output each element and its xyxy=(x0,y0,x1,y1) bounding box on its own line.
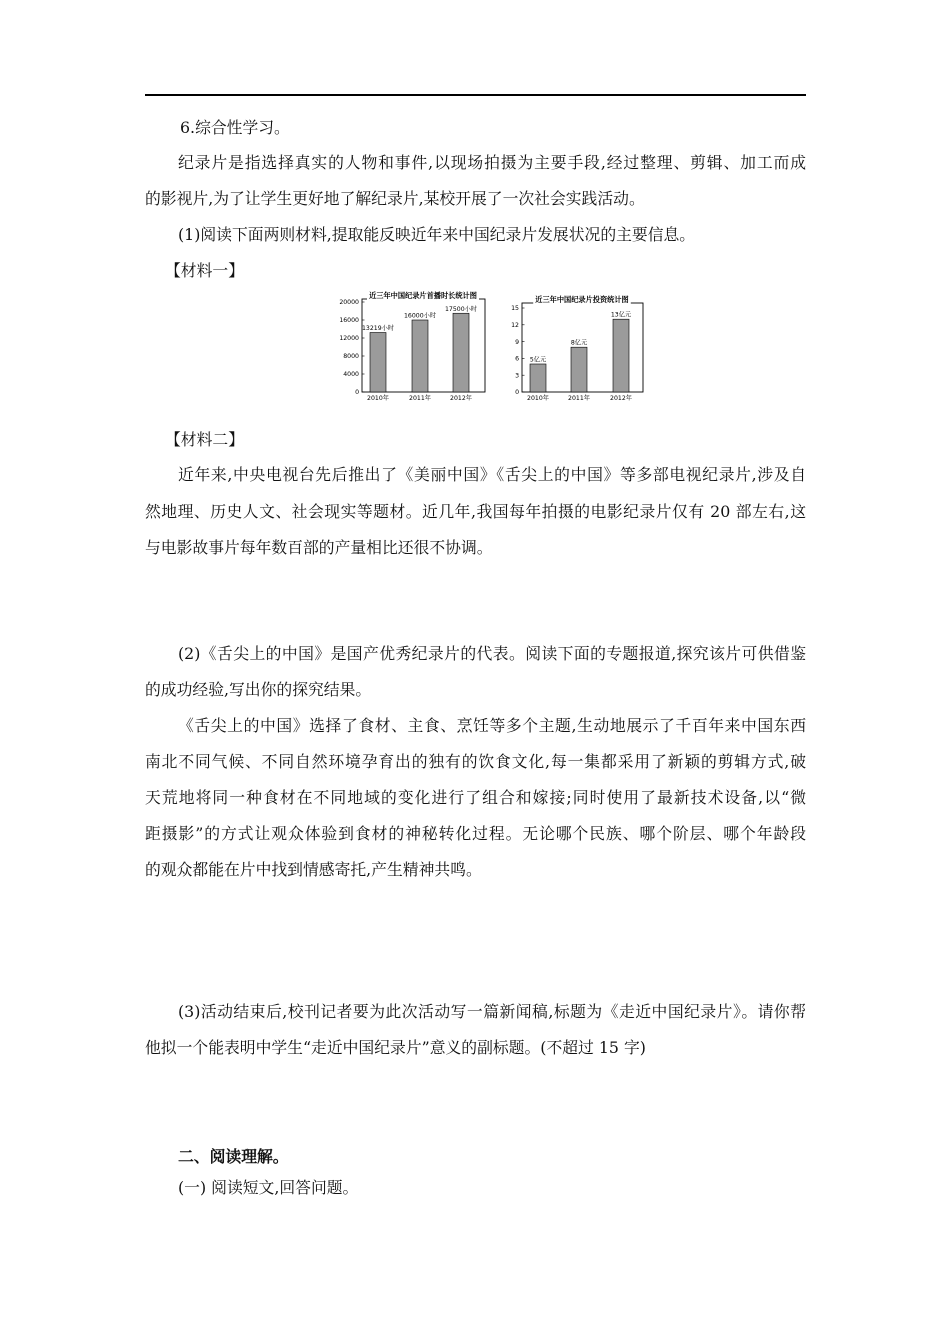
y-tick-label: 20000 xyxy=(339,299,359,307)
y-tick-label: 16000 xyxy=(339,317,359,325)
section-title: 二、阅读理解。 xyxy=(178,1147,289,1166)
sub-question-3-line: (3)活动结束后,校刊记者要为此次活动写一篇新闻稿,标题为《走近中国纪录片》。请你帮 xyxy=(178,1002,806,1021)
x-tick-label: 2010年 xyxy=(367,395,389,402)
report-line: 距摄影”的方式让观众体验到食材的神秘转化过程。无论哪个民族、哪个阶层、哪个年龄段 xyxy=(145,824,806,843)
y-tick-label: 6 xyxy=(515,355,519,363)
report-line: 南北不同气候、不同自然环境孕育出的独有的饮食文化,每一集都采用了新颖的剪辑方式,破 xyxy=(145,752,806,771)
bar-value-label: 13亿元 xyxy=(610,311,632,319)
x-tick-label: 2011年 xyxy=(409,395,431,402)
section-subtitle: (一) 阅读短文,回答问题。 xyxy=(178,1178,359,1197)
chart-investment xyxy=(500,286,650,404)
material-2-line: 近年来,中央电视台先后推出了《美丽中国》《舌尖上的中国》等多部电视纪录片,涉及自 xyxy=(178,465,806,484)
report-line: 天荒地将同一种食材在不同地域的变化进行了组合和嫁接;同时使用了最新技术设备,以“微 xyxy=(145,788,806,807)
bar xyxy=(412,320,428,392)
intro-line: 纪录片是指选择真实的人物和事件,以现场拍摄为主要手段,经过整理、剪辑、加工而成 xyxy=(178,153,806,172)
chart-title: 近三年中国纪录片投资统计图 xyxy=(535,295,629,304)
x-tick-label: 2011年 xyxy=(568,395,590,402)
bar-value-label: 5亿元 xyxy=(529,356,547,364)
sub-question-3-line: 他拟一个能表明中学生“走近中国纪录片”意义的副标题。(不超过 15 字) xyxy=(145,1038,646,1057)
bar xyxy=(370,333,386,392)
y-tick-label: 3 xyxy=(515,372,519,380)
bar-value-label: 17500小时 xyxy=(444,305,478,313)
bar xyxy=(530,364,546,392)
intro-line: 的影视片,为了让学生更好地了解纪录片,某校开展了一次社会实践活动。 xyxy=(145,189,645,208)
sub-question-2-line: (2)《舌尖上的中国》是国产优秀纪录片的代表。阅读下面的专题报道,探究该片可供借鉴 xyxy=(178,644,806,663)
x-tick-label: 2010年 xyxy=(527,395,549,402)
question-heading: 6.综合性学习。 xyxy=(180,118,290,137)
y-tick-label: 4000 xyxy=(343,371,359,379)
material-2-line: 然地理、历史人文、社会现实等题材。近几年,我国每年拍摄的电影纪录片仅有 20 部左右,这 xyxy=(145,502,806,521)
bar-value-label: 13219小时 xyxy=(361,325,395,333)
y-tick-label: 12000 xyxy=(339,335,359,343)
y-tick-label: 8000 xyxy=(343,353,359,361)
bar xyxy=(613,319,629,392)
y-tick-label: 0 xyxy=(515,389,519,397)
material-2-label: 【材料二】 xyxy=(165,430,244,449)
report-line: 的观众都能在片中找到情感寄托,产生精神共鸣。 xyxy=(145,860,482,879)
material-1-label: 【材料一】 xyxy=(165,261,244,280)
x-tick-label: 2012年 xyxy=(610,395,632,402)
bar-value-label: 8亿元 xyxy=(570,339,588,347)
chart-title: 近三年中国纪录片首播时长统计图 xyxy=(369,291,477,300)
bar xyxy=(453,313,469,392)
y-tick-label: 9 xyxy=(515,338,519,346)
bar xyxy=(571,347,587,392)
y-tick-label: 15 xyxy=(511,305,519,313)
y-tick-label: 12 xyxy=(511,322,519,329)
report-line: 《舌尖上的中国》选择了食材、主食、烹饪等多个主题,生动地展示了千百年来中国东西 xyxy=(178,716,806,735)
bar-value-label: 16000小时 xyxy=(403,312,437,320)
header-rule xyxy=(145,94,806,96)
sub-question-1: (1)阅读下面两则材料,提取能反映近年来中国纪录片发展状况的主要信息。 xyxy=(178,225,696,244)
material-2-line: 与电影故事片每年数百部的产量相比还很不协调。 xyxy=(145,538,493,557)
sub-question-2-line: 的成功经验,写出你的探究结果。 xyxy=(145,680,372,699)
y-tick-label: 0 xyxy=(355,389,359,397)
chart-broadcast-duration xyxy=(328,286,490,404)
x-tick-label: 2012年 xyxy=(450,395,472,402)
